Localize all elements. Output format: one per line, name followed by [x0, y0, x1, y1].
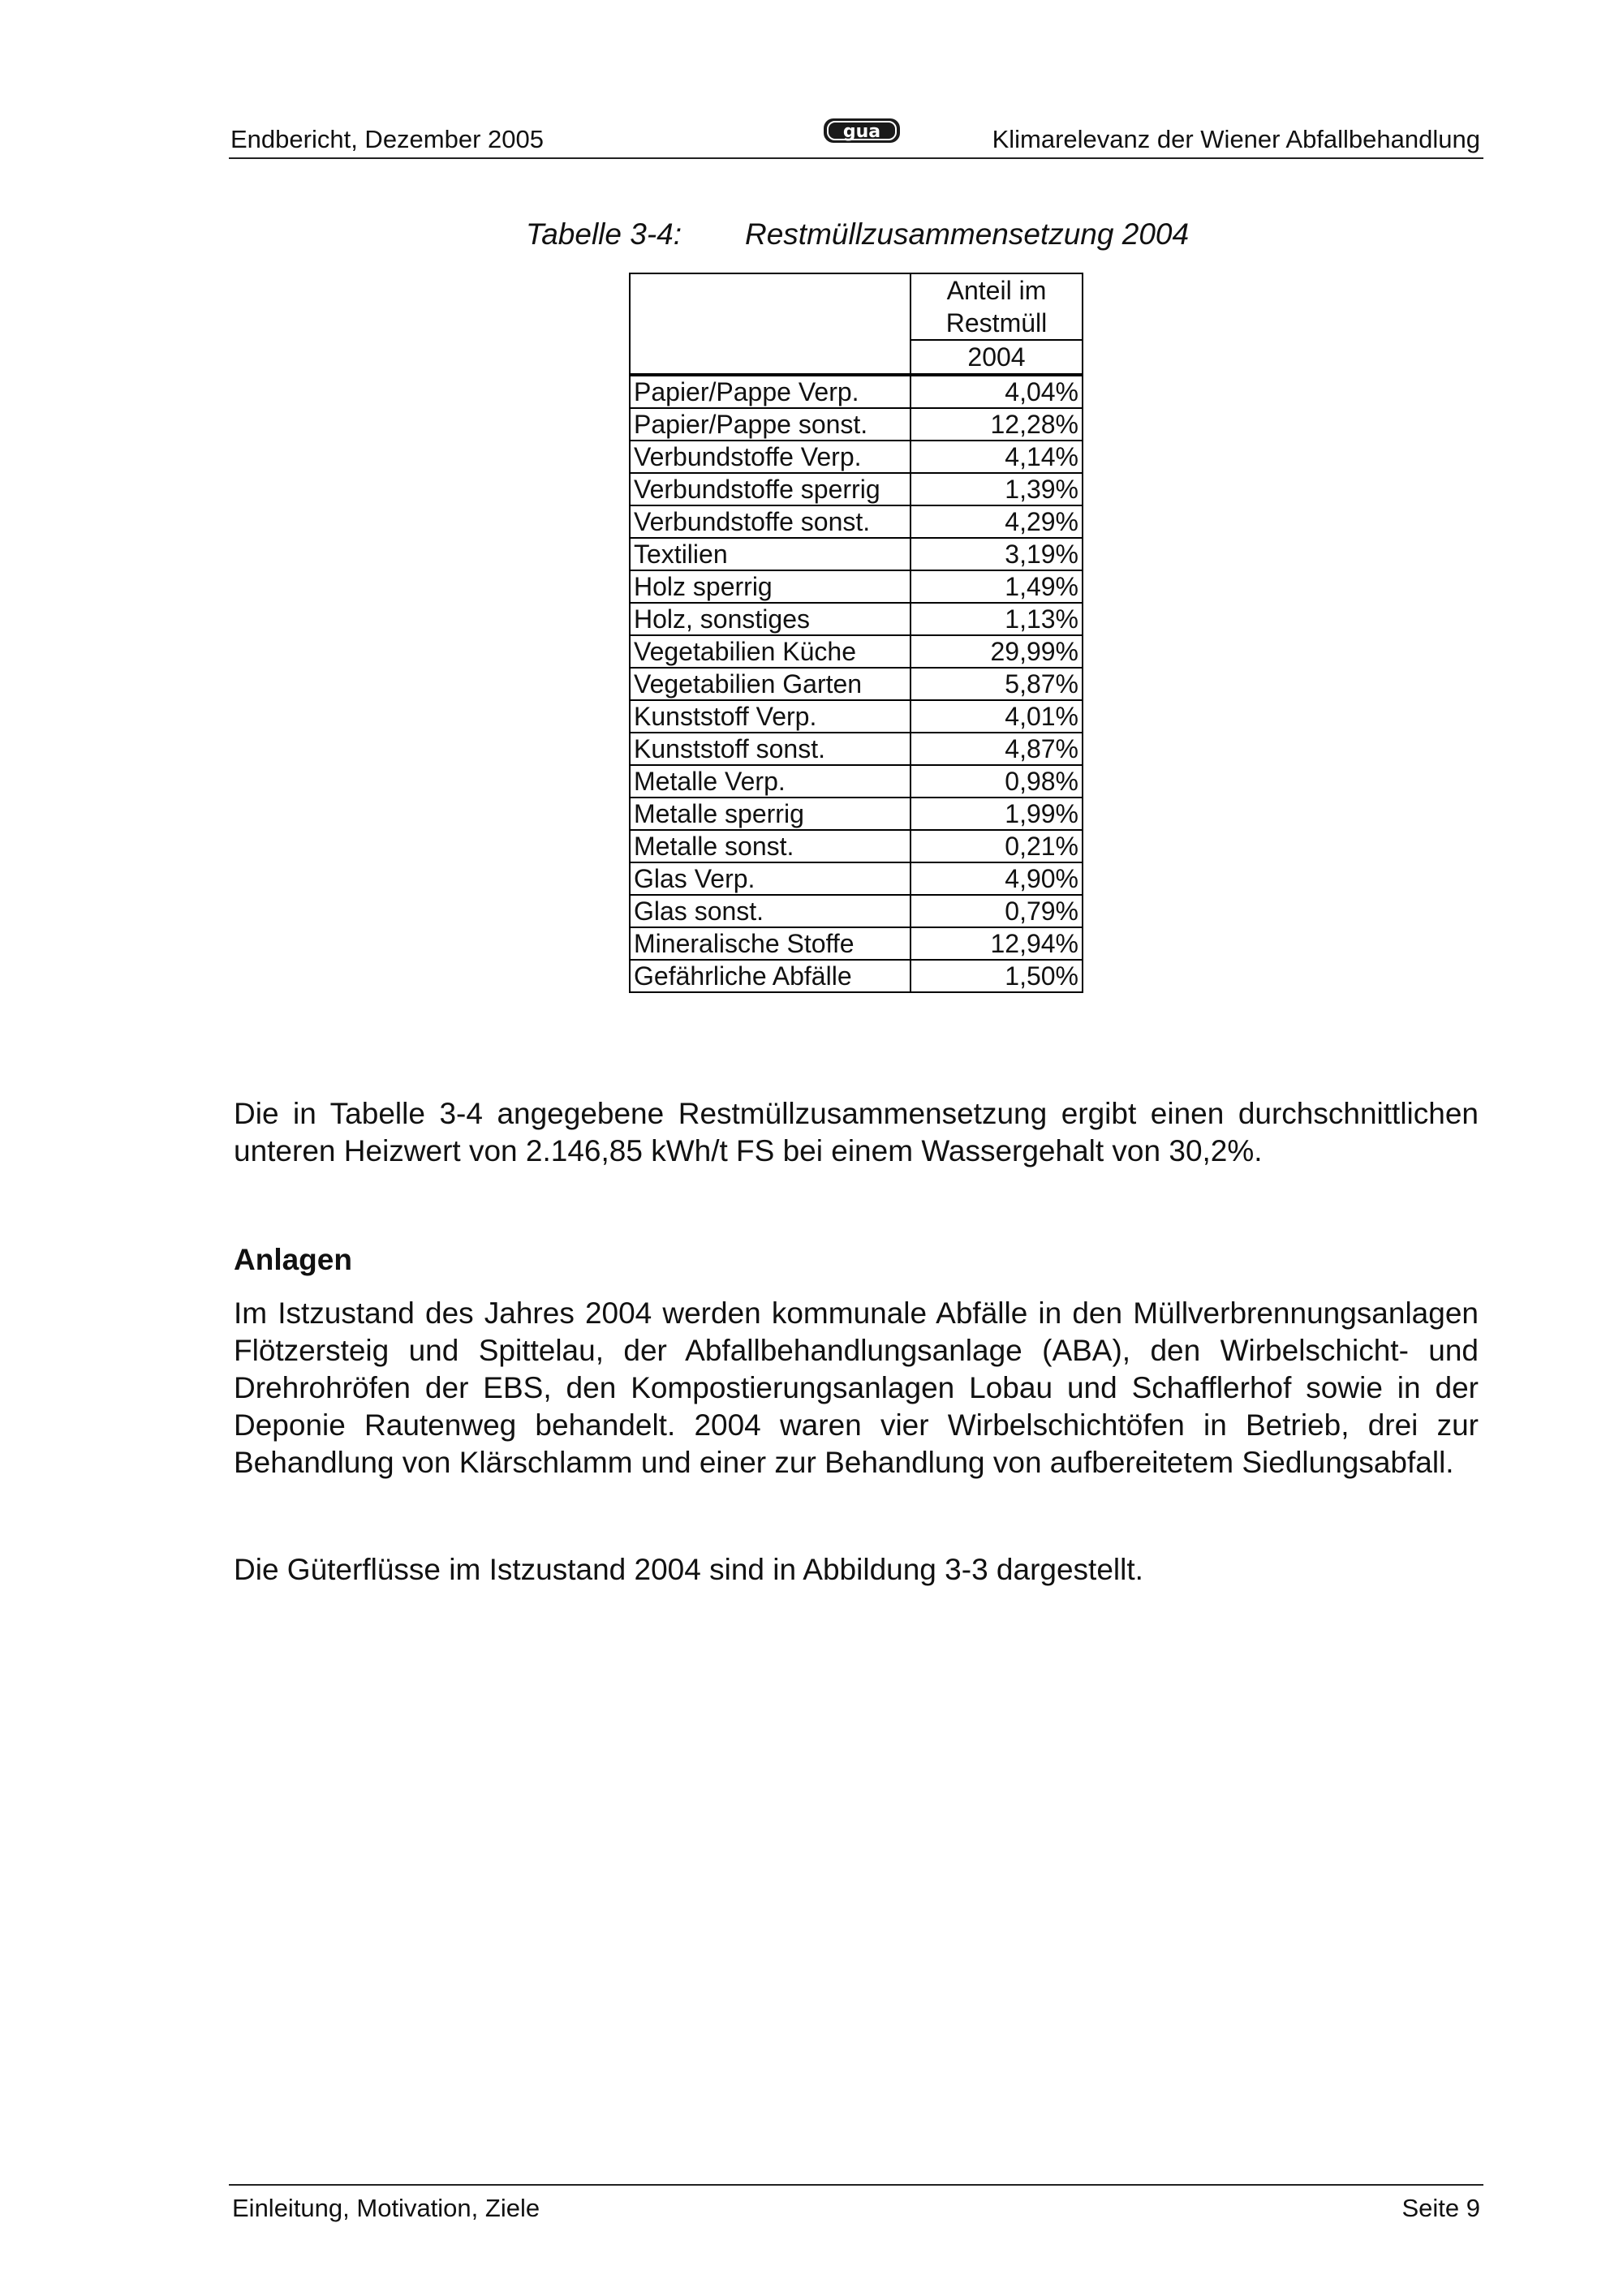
row-share-value: 1,49% — [911, 570, 1083, 603]
row-share-value: 4,29% — [911, 505, 1083, 538]
section-heading-anlagen: Anlagen — [234, 1243, 352, 1276]
table-row — [630, 700, 1083, 733]
table-header-year: 2004 — [911, 340, 1083, 375]
row-share-value: 0,98% — [911, 765, 1083, 798]
table-row — [630, 635, 1083, 668]
table-row — [630, 603, 1083, 635]
table-row — [630, 473, 1083, 505]
table-caption-title: Restmüllzusammensetzung 2004 — [745, 217, 1190, 251]
table-row — [630, 668, 1083, 700]
row-category: Glas Verp. — [630, 862, 911, 895]
table-row — [630, 830, 1083, 862]
table-row — [630, 862, 1083, 895]
table-row — [630, 960, 1083, 992]
row-category: Mineralische Stoffe — [630, 927, 911, 960]
paragraph-heizwert: Die in Tabelle 3-4 angegebene Restmüllzusammensetzung ergibt einen durchschnittlichen unteren Heizwert von 2.146,85 kWh/t FS bei einem Wassergehalt von 30,2%. — [234, 1097, 1479, 1167]
row-share-value: 29,99% — [911, 635, 1083, 668]
table-row — [630, 765, 1083, 798]
row-category: Glas sonst. — [630, 895, 911, 927]
row-share-value: 4,87% — [911, 733, 1083, 765]
row-category: Gefährliche Abfälle — [630, 960, 911, 992]
row-share-value: 1,39% — [911, 473, 1083, 505]
row-category: Verbundstoffe Verp. — [630, 441, 911, 473]
paragraph-anlagen: Im Istzustand des Jahres 2004 werden kommunale Abfälle in den Müllverbrennungsanlagen Flötzersteig und Spittelau, der Abfallbehandlungsanlage (ABA), den Wirbelschicht- und Drehrohröfen der EBS, den Kompostierungsanlagen Lobau und Schafflerhof sowie in der Deponie Rautenweg behandelt. 2004 waren vier Wirbelschichtöfen in Betrieb, drei zur Behandlung von Klärschlamm und einer zur Behandlung von aufbereitetem Siedlungsabfall. — [234, 1296, 1479, 1479]
page-number: Seite 9 — [1401, 2194, 1480, 2222]
header-right-text: Klimarelevanz der Wiener Abfallbehandlung — [992, 125, 1480, 153]
row-share-value: 1,99% — [911, 798, 1083, 830]
row-category: Holz, sonstiges — [630, 603, 911, 635]
row-category: Kunststoff sonst. — [630, 733, 911, 765]
row-category: Textilien — [630, 538, 911, 570]
table-row — [630, 375, 1083, 408]
row-share-value: 12,28% — [911, 408, 1083, 441]
row-share-value: 4,90% — [911, 862, 1083, 895]
row-category: Papier/Pappe Verp. — [630, 375, 911, 408]
paragraph-gueterfluesse: Die Güterflüsse im Istzustand 2004 sind in Abbildung 3-3 dargestellt. — [234, 1553, 1143, 1586]
row-share-value: 4,14% — [911, 441, 1083, 473]
table-header-line2: Restmüll — [911, 307, 1083, 340]
row-category: Metalle Verp. — [630, 765, 911, 798]
table-header-line1: Anteil im — [911, 273, 1083, 307]
row-share-value: 1,13% — [911, 603, 1083, 635]
table-row — [630, 441, 1083, 473]
row-share-value: 12,94% — [911, 927, 1083, 960]
row-share-value: 0,79% — [911, 895, 1083, 927]
restmuell-table — [629, 273, 1083, 993]
row-share-value: 4,04% — [911, 375, 1083, 408]
table-row — [630, 895, 1083, 927]
row-category: Vegetabilien Küche — [630, 635, 911, 668]
table-header-blank-cell — [630, 273, 911, 375]
page-footer — [229, 2184, 1483, 2226]
table-row — [630, 570, 1083, 603]
row-category: Papier/Pappe sonst. — [630, 408, 911, 441]
row-category: Metalle sonst. — [630, 830, 911, 862]
table-caption-label: Tabelle 3-4: — [526, 217, 682, 251]
table-row — [630, 408, 1083, 441]
row-share-value: 0,21% — [911, 830, 1083, 862]
gua-logo-text: gua — [842, 122, 881, 142]
row-category: Verbundstoffe sonst. — [630, 505, 911, 538]
row-share-value: 1,50% — [911, 960, 1083, 992]
header-left-text: Endbericht, Dezember 2005 — [230, 125, 545, 153]
row-category: Kunststoff Verp. — [630, 700, 911, 733]
row-share-value: 4,01% — [911, 700, 1083, 733]
row-category: Verbundstoffe sperrig — [630, 473, 911, 505]
row-share-value: 5,87% — [911, 668, 1083, 700]
table-row — [630, 733, 1083, 765]
gua-logo — [821, 114, 902, 148]
row-share-value: 3,19% — [911, 538, 1083, 570]
table-row — [630, 505, 1083, 538]
row-category: Vegetabilien Garten — [630, 668, 911, 700]
table-row — [630, 927, 1083, 960]
row-category: Holz sperrig — [630, 570, 911, 603]
row-category: Metalle sperrig — [630, 798, 911, 830]
page-header — [229, 114, 1483, 159]
table-header-row — [630, 273, 1083, 307]
table-row — [630, 538, 1083, 570]
table-row — [630, 798, 1083, 830]
footer-left-text: Einleitung, Motivation, Ziele — [232, 2194, 540, 2222]
